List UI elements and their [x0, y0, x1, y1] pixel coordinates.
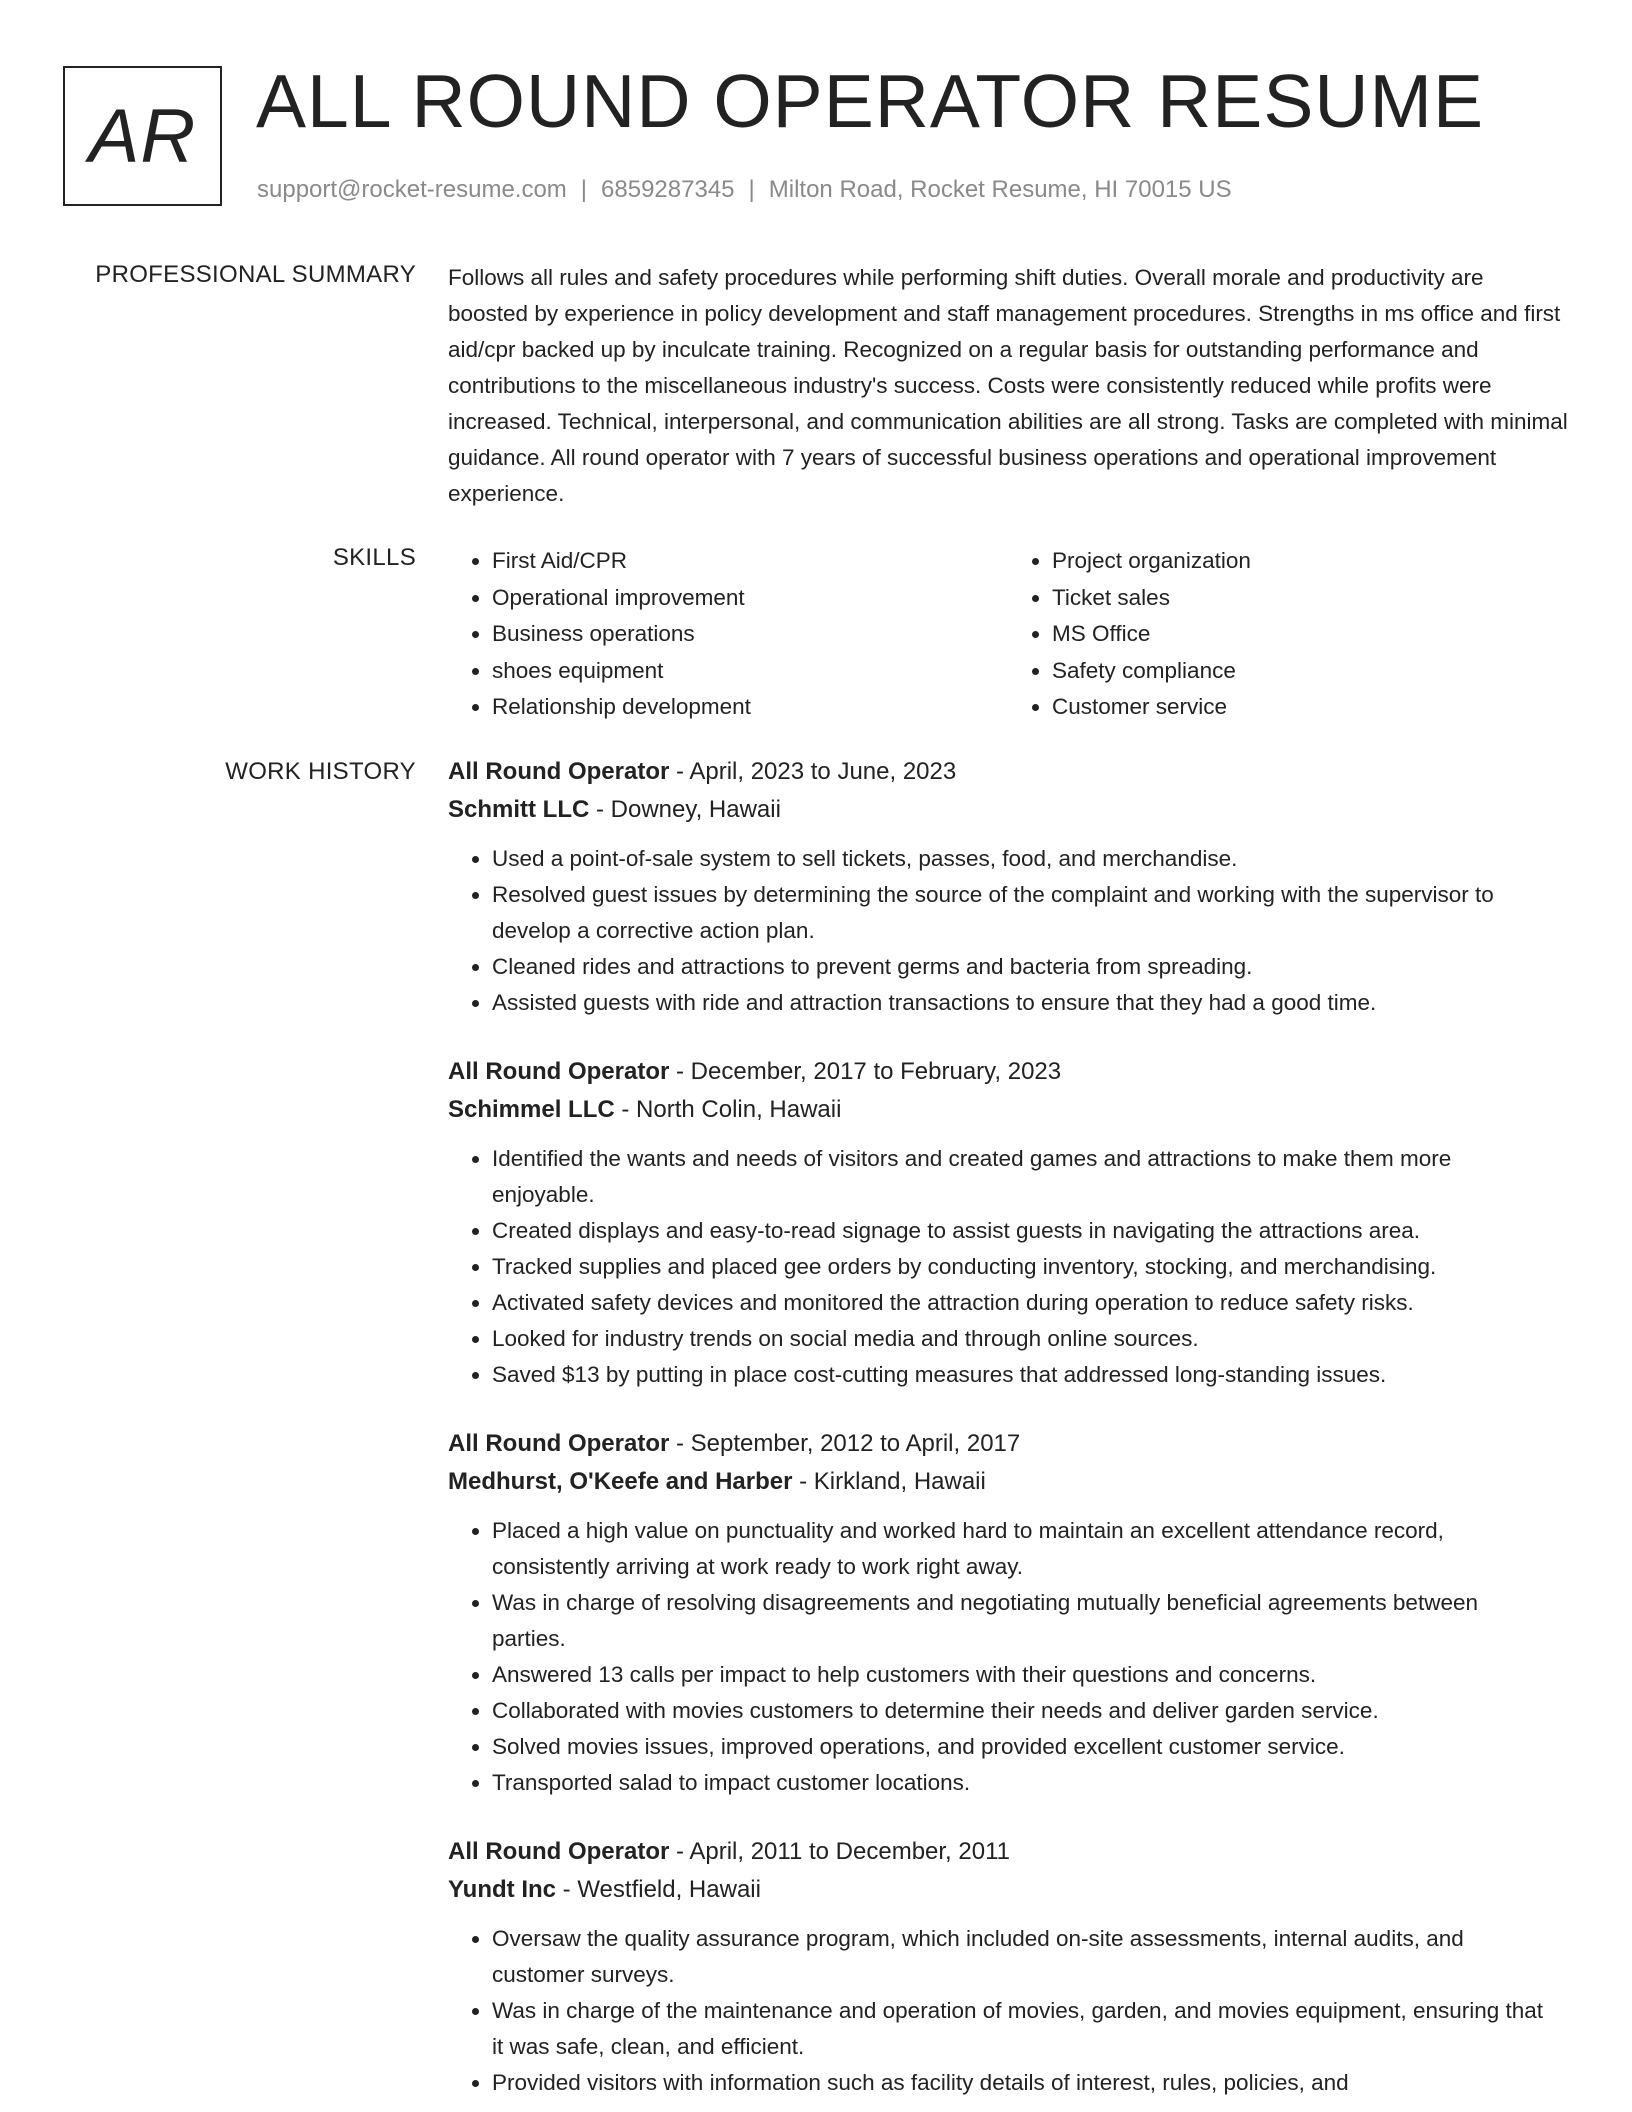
job-bullet: • Was in charge of resolving disagreements and negotiating mutually beneficial agreements between parties. — [492, 1585, 1568, 1657]
job-bullet: • Tracked supplies and placed gee orders by conducting inventory, stocking, and merchandising. — [492, 1249, 1568, 1285]
section-label-skills: SKILLS — [332, 544, 416, 571]
summary-body — [448, 260, 1568, 512]
job-location: Westfield, Hawaii — [577, 1876, 761, 1903]
job-dates: April, 2011 to December, 2011 — [689, 1838, 1010, 1865]
job-bullet: • Saved $13 by putting in place cost-cutting measures that addressed long-standing issues. — [492, 1357, 1568, 1393]
job-bullet: • Used a point-of-sale system to sell tickets, passes, food, and merchandise. — [492, 841, 1568, 877]
job-title-line: All Round Operator - April, 2023 to June, 2023 — [448, 758, 957, 785]
job-dates: April, 2023 to June, 2023 — [689, 758, 957, 785]
job-bullet-list — [448, 1513, 1568, 1801]
skill-item: • MS Office — [1052, 616, 1568, 653]
job-bullet-list — [448, 841, 1568, 1021]
job-company-line: Medhurst, O'Keefe and Harber - Kirkland, Hawaii — [448, 1468, 986, 1495]
job-bullet: • Transported salad to impact customer locations. — [492, 1765, 1568, 1801]
job-title: All Round Operator — [448, 1058, 670, 1085]
skill-item: • Customer service — [1052, 689, 1568, 726]
job-title-line: All Round Operator - April, 2011 to December, 2011 — [448, 1838, 1010, 1865]
job-bullet: • Oversaw the quality assurance program, which included on-site assessments, internal audits, and customer surveys. — [492, 1921, 1568, 1993]
work-history-body — [448, 753, 1568, 2112]
contact-address: Milton Road, Rocket Resume, HI 70015 US — [768, 176, 1232, 203]
job-company: Schmitt LLC — [448, 796, 590, 823]
job-bullet: • Placed a high value on punctuality and worked hard to maintain an excellent attendance record, consistently arriving at work ready to work right away. — [492, 1513, 1568, 1585]
job-bullet: • Was in charge of the maintenance and operation of movies, garden, and movies equipment, ensuring that it was safe, clean, and efficient. — [492, 1993, 1568, 2065]
job-bullet: • Looked for industry trends on social media and through online sources. — [492, 1321, 1568, 1357]
skill-item: • Relationship development — [492, 689, 1008, 726]
contact-email[interactable]: support@rocket-resume.com — [257, 176, 567, 203]
skills-body — [448, 543, 1568, 726]
job-bullet: • Cleaned rides and attractions to prevent germs and bacteria from spreading. — [492, 949, 1568, 985]
contact-separator: | — [580, 176, 588, 203]
job-company: Schimmel LLC — [448, 1096, 615, 1123]
job-entry — [448, 1833, 1568, 2101]
contact-separator: | — [748, 176, 755, 203]
job-bullet-list — [448, 1921, 1568, 2101]
skill-item: • Business operations — [492, 616, 1008, 653]
job-bullet: • Collaborated with movies customers to determine their needs and deliver garden service. — [492, 1693, 1568, 1729]
skill-item: • Safety compliance — [1052, 653, 1568, 690]
job-bullet: • Activated safety devices and monitored the attraction during operation to reduce safety risks. — [492, 1285, 1568, 1321]
summary-text: Follows all rules and safety procedures while performing shift duties. Overall morale and productivity are boosted by experience in policy development and staff management procedures. Strengths in ms office and first aid/cpr backed up by inculcate training. Recognized on a regular basis for outstanding performance and contributions to the miscellaneous industry's success. Costs were consistently reduced while profits were increased. Technical, interpersonal, and communication abilities are all strong. Tasks are completed with minimal guidance. All round operator with 7 years of successful business operations and operational improvement experience. — [448, 265, 1568, 506]
skill-item: • Project organization — [1052, 543, 1568, 580]
job-bullet: • Solved movies issues, improved operations, and provided excellent customer service. — [492, 1729, 1568, 1765]
job-location: Kirkland, Hawaii — [813, 1468, 986, 1495]
job-title-line: All Round Operator - September, 2012 to April, 2017 — [448, 1430, 1021, 1457]
job-title: All Round Operator — [448, 758, 670, 785]
job-company-line: Schmitt LLC - Downey, Hawaii — [448, 796, 781, 823]
job-company-line: Schimmel LLC - North Colin, Hawaii — [448, 1096, 842, 1123]
skills-list-right — [1008, 543, 1568, 726]
job-title: All Round Operator — [448, 1838, 670, 1865]
job-bullet-list — [448, 1141, 1568, 1393]
contact-phone[interactable]: 6859287345 — [601, 176, 735, 203]
job-entry — [448, 1053, 1568, 1393]
job-entry — [448, 753, 1568, 1021]
section-label-work-history: WORK HISTORY — [225, 758, 416, 785]
contact-line — [257, 175, 1232, 205]
skill-item: • Operational improvement — [492, 580, 1008, 617]
job-location: North Colin, Hawaii — [636, 1096, 842, 1123]
job-entry — [448, 1425, 1568, 1801]
job-company: Yundt Inc — [448, 1876, 556, 1903]
job-company-line: Yundt Inc - Westfield, Hawaii — [448, 1876, 761, 1903]
skill-item: • First Aid/CPR — [492, 543, 1008, 580]
job-bullet: • Answered 13 calls per impact to help customers with their questions and concerns. — [492, 1657, 1568, 1693]
skill-item: • shoes equipment — [492, 653, 1008, 690]
job-bullet: • Identified the wants and needs of visitors and created games and attractions to make them more enjoyable. — [492, 1141, 1568, 1213]
job-bullet: • Assisted guests with ride and attraction transactions to ensure that they had a good time. — [492, 985, 1568, 1021]
section-label-summary: PROFESSIONAL SUMMARY — [95, 261, 416, 288]
job-bullet: • Resolved guest issues by determining the source of the complaint and working with the supervisor to develop a corrective action plan. — [492, 877, 1568, 949]
job-bullet: • Provided visitors with information such as facility details of interest, rules, policies, and — [492, 2065, 1568, 2101]
job-title-line: All Round Operator - December, 2017 to February, 2023 — [448, 1058, 1062, 1085]
skill-item: • Ticket sales — [1052, 580, 1568, 617]
monogram-badge: AR — [63, 66, 222, 206]
job-dates: September, 2012 to April, 2017 — [690, 1430, 1021, 1457]
job-dates: December, 2017 to February, 2023 — [690, 1058, 1062, 1085]
job-location: Downey, Hawaii — [610, 796, 781, 823]
resume-title: ALL ROUND OPERATOR RESUME — [256, 59, 1485, 143]
job-title: All Round Operator — [448, 1430, 670, 1457]
job-bullet: • Created displays and easy-to-read signage to assist guests in navigating the attractions area. — [492, 1213, 1568, 1249]
skills-list-left — [448, 543, 1008, 726]
job-company: Medhurst, O'Keefe and Harber — [448, 1468, 793, 1495]
